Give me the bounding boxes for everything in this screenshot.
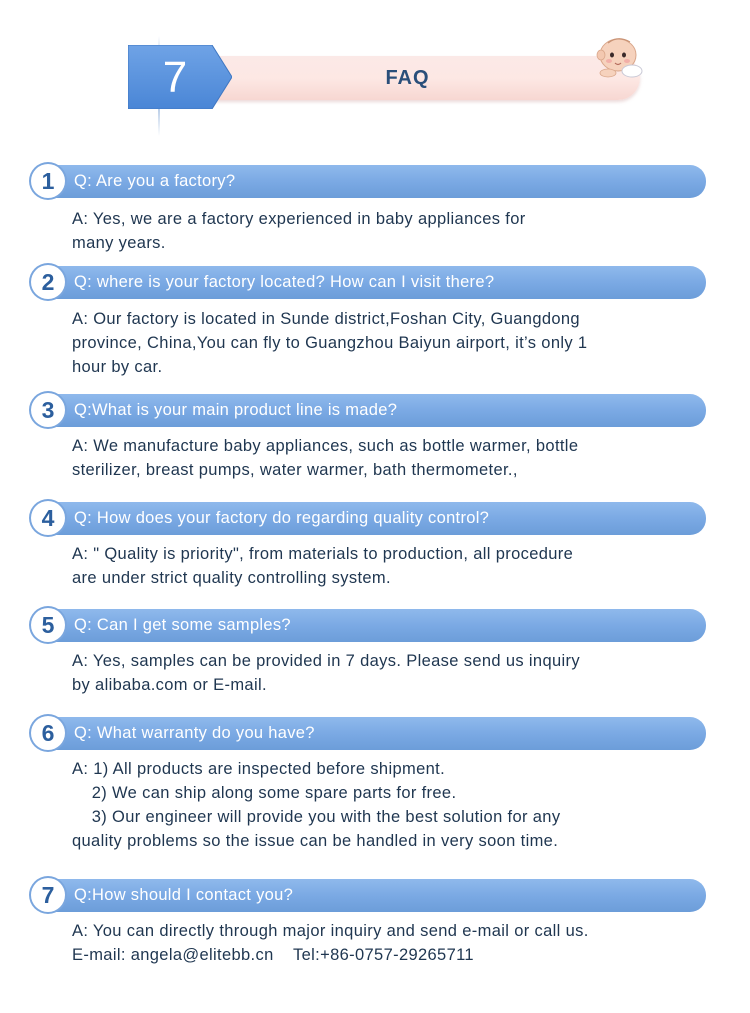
answer-line: province, China,You can fly to Guangzhou Baiyun airport, it’s only 1 bbox=[72, 334, 588, 352]
question-number: 6 bbox=[41, 720, 55, 746]
answer-line: sterilizer, breast pumps, water warmer, bath thermometer., bbox=[72, 461, 518, 479]
question-number: 5 bbox=[41, 612, 55, 638]
baby-mascot-icon bbox=[588, 33, 646, 79]
answer-text bbox=[72, 434, 692, 482]
answer-line: hour by car. bbox=[72, 358, 163, 376]
answer-line: A: You can directly through major inquiry and send e-mail or call us. bbox=[72, 922, 589, 940]
question-number: 4 bbox=[41, 505, 55, 531]
answer-line: by alibaba.com or E-mail. bbox=[72, 676, 267, 694]
answer-line: A: We manufacture baby appliances, such as bottle warmer, bottle bbox=[72, 437, 579, 455]
answer-text bbox=[72, 542, 692, 590]
answer-line: quality problems so the issue can be handled in very soon time. bbox=[72, 832, 559, 850]
answer-line: A: Our factory is located in Sunde district,Foshan City, Guangdong bbox=[72, 310, 580, 328]
answer-line: A: 1) All products are inspected before shipment. bbox=[72, 760, 446, 778]
answer-text bbox=[72, 919, 692, 967]
section-number: 7 bbox=[162, 53, 188, 102]
question-text: Q: where is your factory located? How can I visit there? bbox=[74, 273, 495, 291]
faq-header-banner bbox=[0, 0, 750, 150]
answer-line: are under strict quality controlling system. bbox=[72, 569, 391, 587]
question-text: Q: How does your factory do regarding quality control? bbox=[74, 509, 490, 527]
question-number: 7 bbox=[41, 882, 55, 908]
question-number: 3 bbox=[41, 397, 55, 423]
answer-line: 3) Our engineer will provide you with the best solution for any bbox=[72, 808, 561, 826]
answer-text bbox=[72, 757, 692, 853]
page-title: FAQ bbox=[385, 67, 430, 89]
question-text: Q: Are you a factory? bbox=[74, 172, 236, 190]
answer-text bbox=[72, 207, 692, 255]
contact-line: E-mail: angela@elitebb.cn Tel:+86-0757-29265711 bbox=[72, 946, 474, 964]
question-text: Q:What is your main product line is made? bbox=[74, 401, 398, 419]
answer-line: A: " Quality is priority", from materials to production, all procedure bbox=[72, 545, 574, 563]
answer-text bbox=[72, 649, 692, 697]
answer-line: A: Yes, we are a factory experienced in baby appliances for bbox=[72, 210, 526, 228]
question-number: 2 bbox=[41, 269, 55, 295]
question-number: 1 bbox=[41, 168, 55, 194]
answer-line: 2) We can ship along some spare parts for free. bbox=[72, 784, 457, 802]
answer-line: many years. bbox=[72, 234, 166, 252]
question-text: Q: What warranty do you have? bbox=[74, 724, 315, 742]
answer-line: A: Yes, samples can be provided in 7 days. Please send us inquiry bbox=[72, 652, 580, 670]
question-text: Q:How should I contact you? bbox=[74, 886, 294, 904]
answer-text bbox=[72, 307, 692, 379]
question-text: Q: Can I get some samples? bbox=[74, 616, 291, 634]
